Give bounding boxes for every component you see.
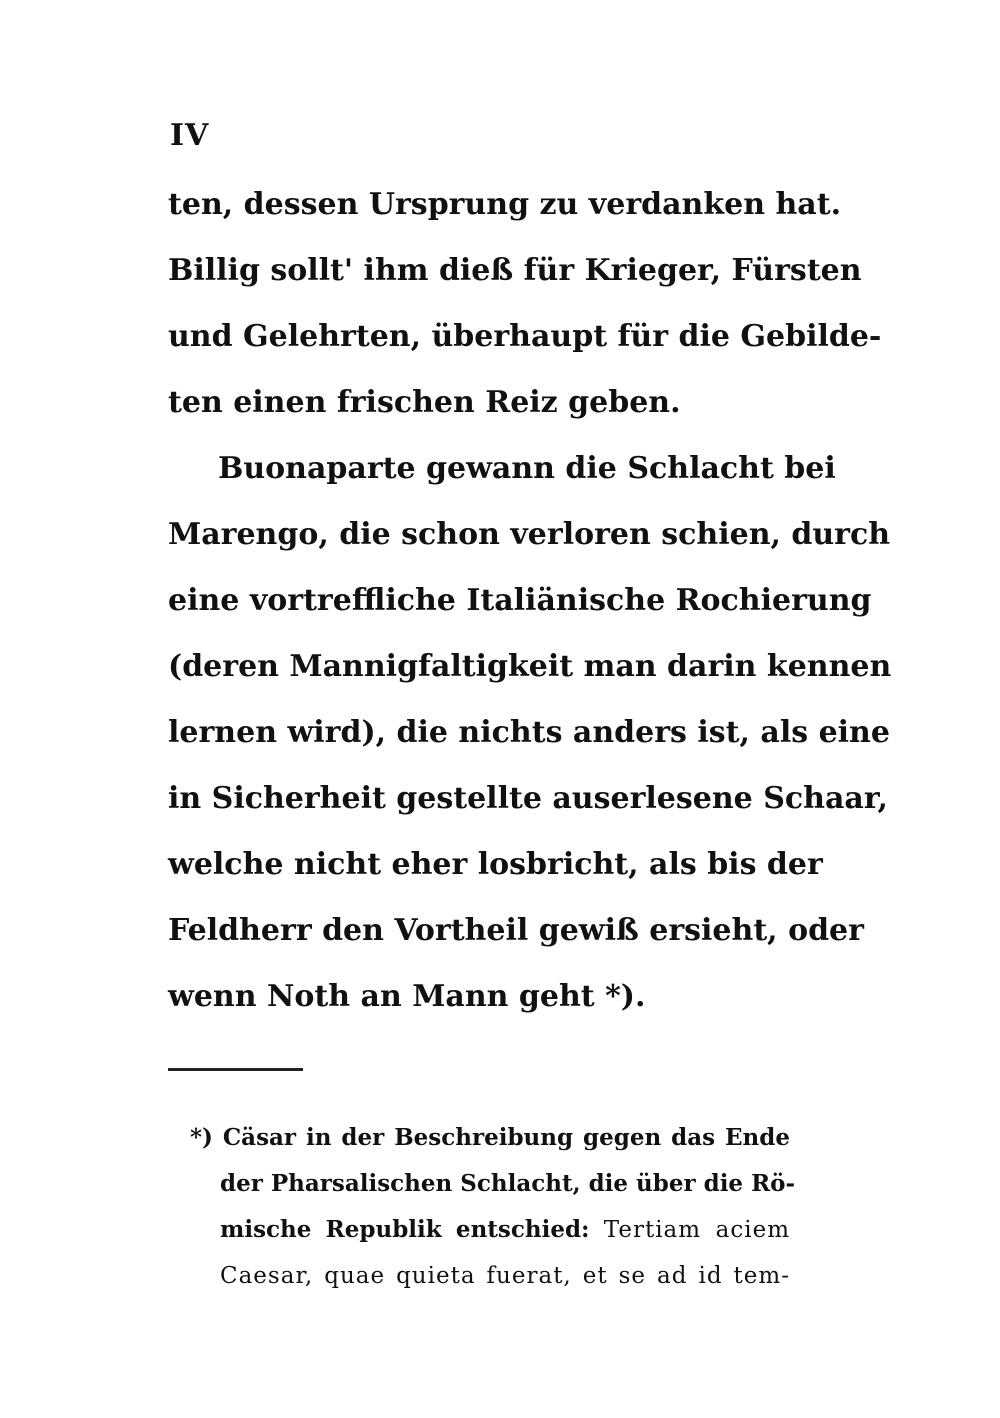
text-line: wenn Noth an Mann geht *). <box>168 979 646 1014</box>
footnote-line <box>190 1207 790 1253</box>
footnote-line: Caesar, quae quieta fuerat, et se ad id tem- <box>220 1263 790 1289</box>
footnote-divider <box>168 1068 303 1071</box>
text-line: eine vortreffliche Italiänische Rochierung <box>168 583 872 618</box>
page-number: IV <box>170 118 210 153</box>
text-line: ten einen frischen Reiz geben. <box>168 385 681 420</box>
paragraph-start-line: Buonaparte gewann die Schlacht bei <box>218 451 836 486</box>
footnote <box>190 1115 796 1299</box>
text-line: Billig sollt' ihm dieß für Krieger, Fürsten <box>168 253 862 288</box>
text-line: Feldherr den Vortheil gewiß ersieht, oder <box>168 913 864 948</box>
footnote-line: *) Cäsar in der Beschreibung gegen das Ende <box>190 1124 790 1151</box>
body-text <box>168 172 892 1030</box>
text-line: lernen wird), die nichts anders ist, als eine <box>168 715 890 750</box>
text-line: ten, dessen Ursprung zu verdanken hat. <box>168 187 842 222</box>
text-line: (deren Mannigfaltigkeit man darin kennen <box>168 649 892 684</box>
text-line: und Gelehrten, überhaupt für die Gebilde- <box>168 319 882 354</box>
text-line: welche nicht eher losbricht, als bis der <box>168 847 823 882</box>
footnote-latin-text: Tertiam aciem <box>603 1217 791 1243</box>
footnote-line: der Pharsalischen Schlacht, die über die Rö- <box>220 1170 796 1197</box>
footnote-fraktur-text: mische Republik entschied: <box>220 1216 604 1243</box>
text-line: in Sicherheit gestellte auserlesene Schaar, <box>168 781 888 816</box>
text-line: Marengo, die schon verloren schien, durch <box>168 517 891 552</box>
